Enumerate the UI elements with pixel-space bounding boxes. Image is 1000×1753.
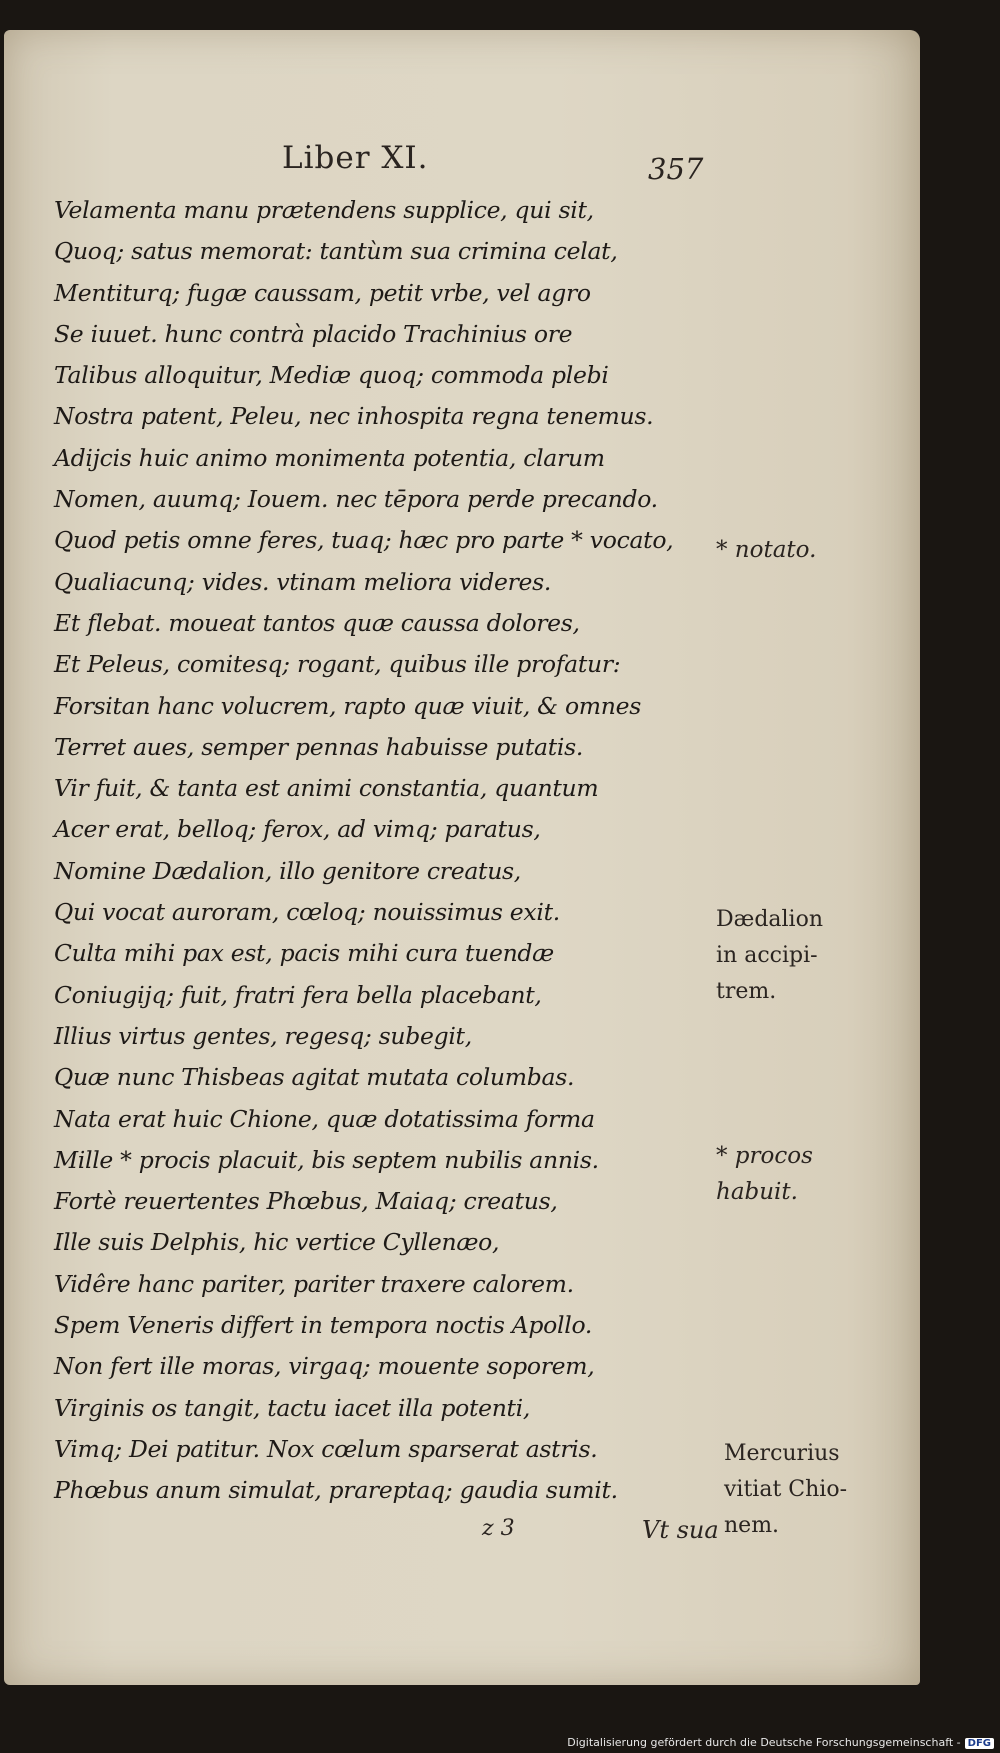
marginal-note: * notato. — [716, 537, 817, 563]
marginal-note: * procos habuit. — [716, 1143, 813, 1205]
verse-line: Velamenta manu prætendens supplice, qui sit, — [54, 196, 594, 224]
verse-line: Nata erat huic Chione, quæ dotatissima forma — [54, 1104, 595, 1133]
signature-mark: z 3 — [482, 1516, 515, 1541]
verse-line: Forsitan hanc volucrem, rapto quæ viuit, & omnes — [54, 691, 641, 720]
verse-line: Mentiturq; fugæ caussam, petit vrbe, vel agro — [54, 278, 591, 307]
dfg-logo: DFG — [965, 1738, 994, 1749]
verse-line: Qualiacunq; vides. vtinam meliora videres. — [54, 567, 552, 596]
verse-line: Nostra patent, Peleu, nec inhospita regna tenemus. — [54, 402, 654, 431]
verse-line: Et flebat. moueat tantos quæ caussa dolores, — [54, 608, 580, 637]
verse-line: Nomen, auumq; Iouem. nec tēpora perde precando. — [54, 485, 658, 514]
verse-line: Mille * procis placuit, bis septem nubilis annis. — [54, 1145, 599, 1174]
verse-line: Vimq; Dei patitur. Nox cœlum sparserat astris. — [54, 1434, 598, 1463]
verse-line: Virginis os tangit, tactu iacet illa potenti, — [54, 1393, 531, 1422]
verse-line: Quæ nunc Thisbeas agitat mutata columbas. — [54, 1063, 575, 1092]
verse-line: Nomine Dædalion, illo genitore creatus, — [54, 856, 521, 885]
digitization-credit — [567, 1736, 994, 1749]
catchword: Vt sua — [642, 1516, 719, 1544]
verse-line: Vir fuit, & tanta est animi constantia, quantum — [54, 774, 599, 803]
verse-line: Et Peleus, comitesq; rogant, quibus ille profatur: — [54, 650, 621, 679]
verse-line: Acer erat, belloq; ferox, ad vimq; paratus, — [54, 815, 541, 844]
verse-line: Culta mihi pax est, pacis mihi cura tuendæ — [54, 939, 554, 968]
verse-line: Vidêre hanc pariter, pariter traxere calorem. — [54, 1269, 574, 1298]
verse-line: Qui vocat auroram, cœloq; nouissimus exit. — [54, 898, 560, 927]
page-number: 357 — [648, 152, 704, 186]
running-title: Liber XI. — [282, 140, 429, 176]
page-foot — [4, 1516, 920, 1556]
verse-line: Phœbus anum simulat, prareptaq; gaudia sumit. — [54, 1476, 618, 1505]
page-header — [4, 140, 920, 190]
verse-line: Spem Veneris differt in tempora noctis Apollo. — [54, 1311, 593, 1340]
verse-line: Talibus alloquitur, Mediæ quoq; commoda plebi — [54, 361, 609, 390]
verse-line: Fortè reuertentes Phœbus, Maiaq; creatus, — [54, 1187, 558, 1216]
verse-line: Ille suis Delphis, hic vertice Cyllenæo, — [54, 1228, 500, 1257]
verse-line: Se iuuet. hunc contrà placido Trachinius ore — [54, 319, 573, 348]
marginal-note: Dædalion in accipi- trem. — [716, 907, 824, 1004]
verse-line: Quod petis omne feres, tuaq; hæc pro parte * vocato, — [54, 526, 674, 555]
verse-text — [54, 190, 734, 1512]
verse-line: Quoq; satus memorat: tantùm sua crimina celat, — [54, 237, 618, 266]
verse-line: Illius virtus gentes, regesq; subegit, — [54, 1021, 472, 1050]
marginal-note: Mercurius vitiat Chio- nem. — [724, 1441, 848, 1538]
verse-line: Coniugijq; fuit, fratri fera bella placebant, — [54, 980, 542, 1009]
book-page — [4, 30, 920, 1685]
verse-line: Non fert ille moras, virgaq; mouente soporem, — [54, 1352, 595, 1381]
credit-text: Digitalisierung gefördert durch die Deutsche Forschungsgemeinschaft - — [567, 1736, 961, 1749]
verse-line: Adijcis huic animo monimenta potentia, clarum — [54, 443, 605, 472]
verse-line: Terret aues, semper pennas habuisse putatis. — [54, 732, 584, 761]
